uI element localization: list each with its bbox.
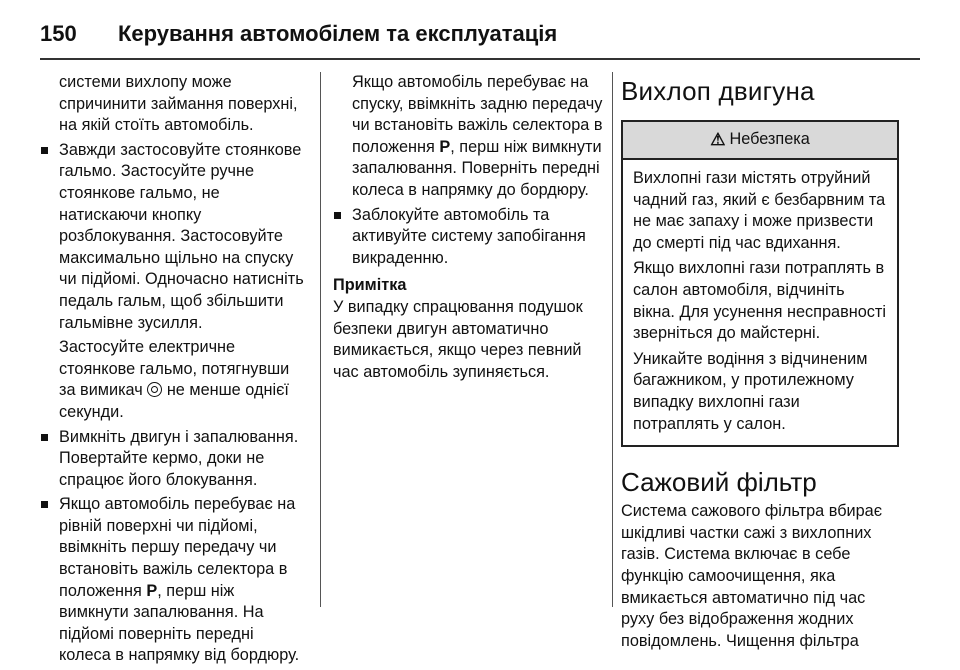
parking-brake-icon bbox=[147, 382, 162, 397]
page-number: 150 bbox=[40, 21, 77, 46]
paragraph bbox=[333, 72, 605, 202]
list-item bbox=[40, 427, 308, 492]
chapter-title: Керування автомобілем та експлуатація bbox=[118, 21, 558, 46]
bullet-text: Вимкніть двигун і запалювання. Повертайте кермо, доки не спрацює його блокування. bbox=[59, 427, 299, 489]
paragraph: Система сажового фільтра вбирає шкідливі частки сажі з вихлопних газів. Система включає в себе функцію самоочищення, яка вмикається автоматично під час руху без відображення жодних повідомлень. Чищення фільтра bbox=[621, 502, 883, 650]
header-divider bbox=[40, 58, 920, 60]
warning-icon: ⚠ bbox=[710, 130, 726, 150]
warning-paragraph: Вихлопні гази містять отруйний чадний газ, який є безбарвним та не має запаху і може призвести до смерті під час вдихання. bbox=[633, 169, 886, 252]
bullet-text-before: Якщо автомобіль перебуває на рівній поверхні чи підйомі, ввімкніть першу передачу чи встановіть важіль селектора в положення bbox=[59, 495, 296, 600]
bullet-text: Заблокуйте автомобіль та активуйте систему запобігання викраденню. bbox=[352, 205, 586, 267]
gear-p-label: P bbox=[146, 581, 158, 600]
bullet-extra-after: не менше однієї секунди. bbox=[59, 381, 289, 421]
page-header bbox=[40, 14, 920, 54]
warning-box bbox=[621, 120, 899, 447]
section-title: Вихлоп двигуна bbox=[621, 76, 815, 106]
paragraph: системи вихлопу може спричинити займання поверхні, на якій стоїть автомобіль. bbox=[59, 73, 298, 135]
intro-before: Якщо автомобіль перебуває на спуску, ввімкніть задню передачу чи встановіть важіль селектора в положення bbox=[352, 73, 603, 156]
bullet-extra bbox=[59, 337, 308, 423]
bullet-text: Завжди застосовуйте стоянкове гальмо. Застосуйте ручне стоянкове гальмо, не натискаючи кнопку розблокування. Застосовуйте максимально щільно на спуску чи підйомі. Одночасно натисніть педаль гальм, щоб збільшити гальмівне зусилля. bbox=[59, 140, 304, 332]
warning-paragraph: Якщо вихлопні гази потраплять в салон автомобіля, відчиніть вікна. Для усунення несправності зверніться до майстерні. bbox=[633, 259, 886, 343]
column-2 bbox=[333, 72, 605, 383]
column-divider-1 bbox=[320, 72, 321, 607]
list-item bbox=[40, 494, 308, 667]
bullet-text-after: , перш ніж вимкнути запалювання. На підйомі поверніть передні колеса в напрямку від бордюру. bbox=[59, 581, 300, 665]
warning-title: Небезпека bbox=[729, 130, 810, 149]
gear-p-label: P bbox=[439, 137, 451, 156]
column-3 bbox=[621, 72, 899, 652]
list-item bbox=[40, 140, 308, 424]
warning-header bbox=[623, 122, 897, 160]
column-divider-2 bbox=[612, 72, 613, 607]
section-title: Сажовий фільтр bbox=[621, 467, 817, 498]
column-1 bbox=[40, 72, 308, 670]
note-title: Примітка bbox=[333, 276, 407, 295]
bullet-extra-before: Застосуйте електричне стоянкове гальмо, потягнувши за вимикач bbox=[59, 338, 290, 400]
list-item bbox=[333, 205, 605, 270]
warning-body bbox=[623, 160, 897, 445]
note-text: У випадку спрацювання подушок безпеки двигун автоматично вимикається, якщо через певний час автомобіль зупиняється. bbox=[333, 297, 583, 381]
intro-after: , перш ніж вимкнути запалювання. Поверніть передні колеса в напрямку до бордюру. bbox=[352, 137, 602, 199]
warning-paragraph: Уникайте водіння з відчиненим багажником, у протилежному випадку вихлопні гази потраплять у салон. bbox=[633, 349, 868, 433]
